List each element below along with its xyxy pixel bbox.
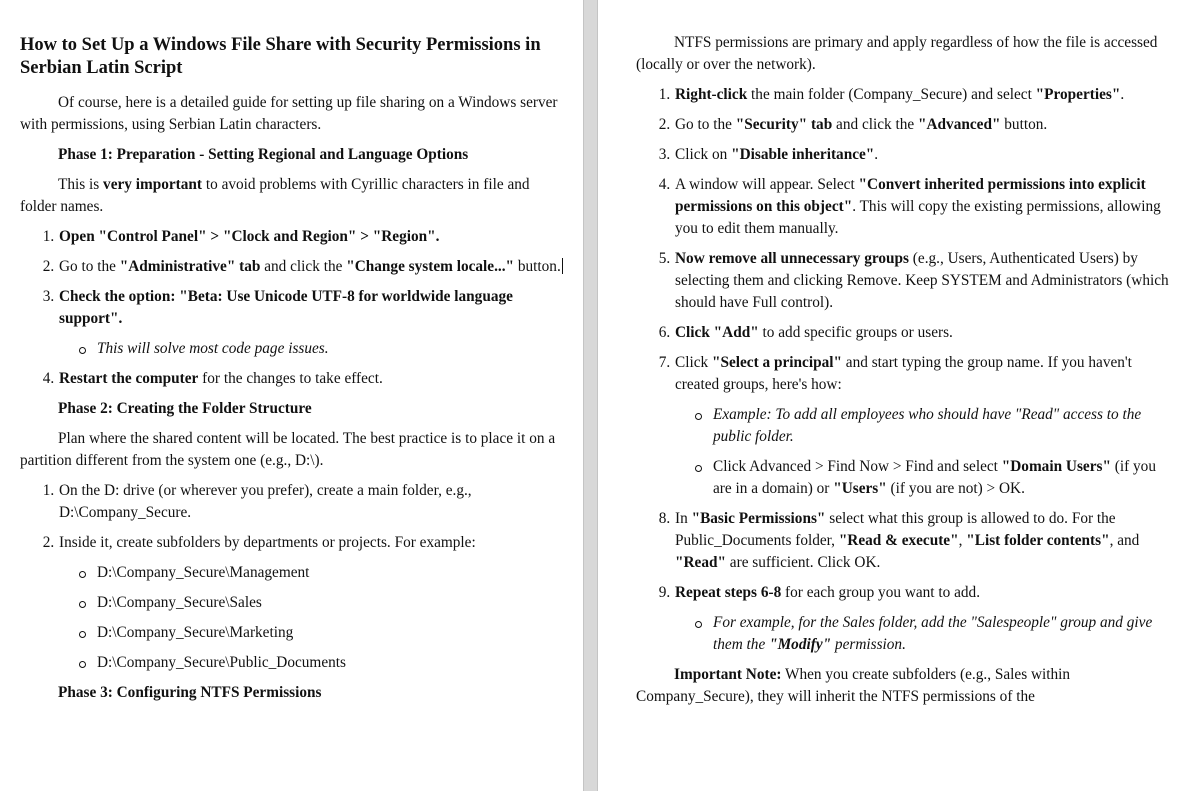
ntfs-steps [636, 84, 1176, 656]
important-note: Important Note: When you create subfolders (e.g., Sales within Company_Secure), they will inherit the NTFS permissions of the [636, 666, 1071, 705]
list-item: 3. Click on "Disable inheritance". [674, 144, 1176, 166]
phase3-heading: Phase 3: Configuring NTFS Permissions [58, 684, 322, 701]
phase2-heading: Phase 2: Creating the Folder Structure [58, 400, 312, 417]
list-item: Example: To add all employees who should have "Read" access to the public folder. [713, 404, 1176, 448]
list-item: 2. Go to the "Administrative" tab and click the "Change system locale..." button. [58, 256, 563, 278]
document-page-left[interactable] [0, 0, 583, 791]
text-cursor [562, 258, 563, 274]
intro-paragraph: Of course, here is a detailed guide for setting up file sharing on a Windows server with permissions, using Serbian Latin characters. [20, 94, 558, 133]
list-item: 1. Right-click the main folder (Company_Secure) and select "Properties". [674, 84, 1176, 106]
list-item: D:\Company_Secure\Sales [97, 592, 563, 614]
list-item: Click Advanced > Find Now > Find and select "Domain Users" (if you are in a domain) or "Users" (if you are not) > OK. [713, 456, 1176, 500]
list-item: 1. Open "Control Panel" > "Clock and Region" > "Region". [58, 226, 563, 248]
list-item: 6. Click "Add" to add specific groups or users. [674, 322, 1176, 344]
document-page-right[interactable] [598, 0, 1200, 791]
gutter-edge [583, 0, 584, 791]
list-item: D:\Company_Secure\Public_Documents [97, 652, 563, 674]
list-item: 4. Restart the computer for the changes to take effect. [58, 368, 563, 390]
phase2-steps [20, 480, 563, 674]
list-item: D:\Company_Secure\Management [97, 562, 563, 584]
phase2-lead: Plan where the shared content will be located. The best practice is to place it on a partition different from the system one (e.g., D:\). [20, 430, 556, 469]
list-item: 4. A window will appear. Select "Convert inherited permissions into explicit permissions on this object". This will copy the existing permissions, allowing you to edit them manually. [674, 174, 1176, 240]
list-item: D:\Company_Secure\Marketing [97, 622, 563, 644]
list-item: 3. Check the option: "Beta: Use Unicode UTF-8 for worldwide language support". This will solve most code page issues. [58, 286, 563, 360]
list-item: 9. Repeat steps 6-8 for each group you want to add. For example, for the Sales folder, add the "Salespeople" group and give them the "Modify" permission. [674, 582, 1176, 656]
list-item: 7. Click "Select a principal" and start typing the group name. If you haven't created groups, here's how: Example: To add all employees who should have "Read" access to the public folder. Click Advanced > Find Now > Find and select "Domain Users" (if you are in a domain) or "Users" (if you are not) > OK. [674, 352, 1176, 500]
list-item: 8. In "Basic Permissions" select what this group is allowed to do. For the Public_Documents folder, "Read & execute", "List folder contents", and "Read" are sufficient. Click OK. [674, 508, 1176, 574]
list-item: This will solve most code page issues. [97, 338, 563, 360]
list-item: 2. Inside it, create subfolders by departments or projects. For example: D:\Company_Secure\Management D:\Company_Secure\Sales D:\Company_Secure\Marketing D:\Company_Secure\Public_Documents [58, 532, 563, 674]
list-item: 5. Now remove all unnecessary groups (e.g., Users, Authenticated Users) by selecting them and clicking Remove. Keep SYSTEM and Administrators (which should have Full control). [674, 248, 1176, 314]
phase1-steps [20, 226, 563, 390]
phase1-lead: This is very important to avoid problems with Cyrillic characters in file and folder names. [20, 176, 530, 215]
page-gutter [583, 0, 598, 791]
list-item: For example, for the Sales folder, add the "Salespeople" group and give them the "Modify" permission. [713, 612, 1176, 656]
list-item: 2. Go to the "Security" tab and click the "Advanced" button. [674, 114, 1176, 136]
phase1-heading: Phase 1: Preparation - Setting Regional and Language Options [58, 146, 469, 163]
ntfs-lead: NTFS permissions are primary and apply regardless of how the file is accessed (locally or over the network). [636, 34, 1158, 73]
document-title: How to Set Up a Windows File Share with Security Permissions in Serbian Latin Script [20, 35, 541, 78]
list-item: 1. On the D: drive (or wherever you prefer), create a main folder, e.g., D:\Company_Secure. [58, 480, 563, 524]
